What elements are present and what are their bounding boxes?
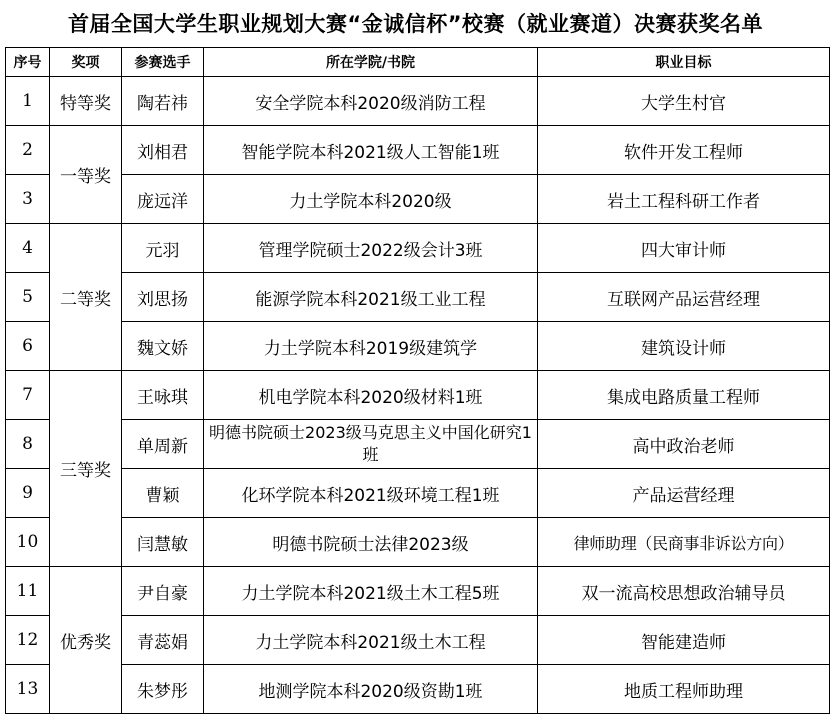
goal-cell: 软件开发工程师 [538,126,830,175]
goal-cell: 地质工程师助理 [538,665,830,714]
name-cell: 魏文娇 [122,322,204,371]
college-cell: 力土学院本科2019级建筑学 [204,322,538,371]
seq-cell: 4 [6,224,50,273]
table-row [6,224,830,273]
goal-cell: 高中政治老师 [538,420,830,469]
header-college: 所在学院/书院 [204,48,538,77]
name-cell: 刘思扬 [122,273,204,322]
table-header-row [6,48,830,77]
header-name: 参赛选手 [122,48,204,77]
seq-cell: 7 [6,371,50,420]
table-row [6,322,830,371]
goal-cell: 产品运营经理 [538,469,830,518]
award-cell-merit: 优秀奖 [50,567,122,714]
seq-cell: 1 [6,77,50,126]
seq-cell: 9 [6,469,50,518]
goal-cell: 双一流高校思想政治辅导员 [538,567,830,616]
award-cell-first: 一等奖 [50,126,122,224]
college-cell: 力土学院本科2020级 [204,175,538,224]
college-cell: 明德书院硕士法律2023级 [204,518,538,567]
seq-cell: 13 [6,665,50,714]
award-cell-second: 二等奖 [50,224,122,371]
name-cell: 尹自豪 [122,567,204,616]
header-award: 奖项 [50,48,122,77]
college-cell: 机电学院本科2020级材料1班 [204,371,538,420]
table-row [6,371,830,420]
college-cell: 化环学院本科2021级环境工程1班 [204,469,538,518]
name-cell: 青蕊娟 [122,616,204,665]
college-cell: 力土学院本科2021级土木工程 [204,616,538,665]
goal-cell: 智能建造师 [538,616,830,665]
goal-cell: 集成电路质量工程师 [538,371,830,420]
goal-cell: 律师助理（民商事非诉讼方向） [538,518,830,567]
seq-cell: 8 [6,420,50,469]
college-cell: 管理学院硕士2022级会计3班 [204,224,538,273]
table-row [6,420,830,469]
name-cell: 庞远洋 [122,175,204,224]
name-cell: 朱梦彤 [122,665,204,714]
name-cell: 元羽 [122,224,204,273]
name-cell: 单周新 [122,420,204,469]
award-cell-special: 特等奖 [50,77,122,126]
college-cell: 明德书院硕士2023级马克思主义中国化研究1班 [204,420,538,469]
name-cell: 陶若祎 [122,77,204,126]
table-row [6,567,830,616]
table-row [6,273,830,322]
table-row [6,77,830,126]
header-seq: 序号 [6,48,50,77]
goal-cell: 建筑设计师 [538,322,830,371]
seq-cell: 11 [6,567,50,616]
name-cell: 刘相君 [122,126,204,175]
table-row [6,518,830,567]
name-cell: 闫慧敏 [122,518,204,567]
college-cell: 地测学院本科2020级资勘1班 [204,665,538,714]
seq-cell: 6 [6,322,50,371]
table-row [6,616,830,665]
goal-cell: 四大审计师 [538,224,830,273]
seq-cell: 5 [6,273,50,322]
seq-cell: 12 [6,616,50,665]
document-title: 首届全国大学生职业规划大赛“金诚信杯”校赛（就业赛道）决赛获奖名单 [67,12,764,36]
goal-cell: 大学生村官 [538,77,830,126]
seq-cell: 10 [6,518,50,567]
goal-cell: 互联网产品运营经理 [538,273,830,322]
college-cell: 力土学院本科2021级土木工程5班 [204,567,538,616]
table-row [6,665,830,714]
table-row [6,126,830,175]
college-cell: 能源学院本科2021级工业工程 [204,273,538,322]
award-cell-third: 三等奖 [50,371,122,567]
award-table [5,47,830,714]
name-cell: 王咏琪 [122,371,204,420]
name-cell: 曹颖 [122,469,204,518]
college-cell: 安全学院本科2020级消防工程 [204,77,538,126]
goal-cell: 岩土工程科研工作者 [538,175,830,224]
header-goal: 职业目标 [538,48,830,77]
college-cell: 智能学院本科2021级人工智能1班 [204,126,538,175]
seq-cell: 3 [6,175,50,224]
table-row [6,469,830,518]
table-row [6,175,830,224]
seq-cell: 2 [6,126,50,175]
